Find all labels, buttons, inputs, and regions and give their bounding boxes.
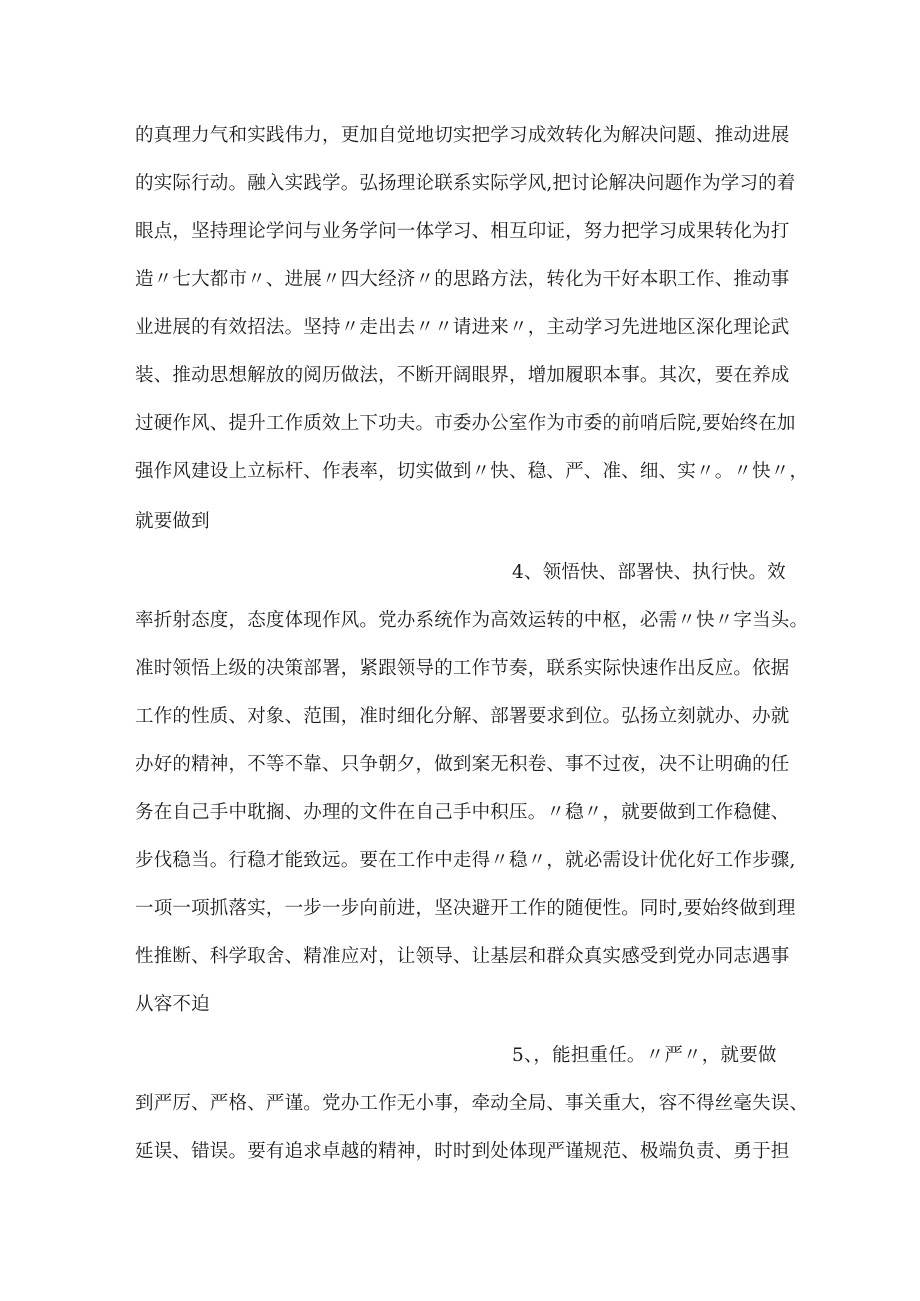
text-line: 工作的性质、对象、范围，准时细化分解、部署要求到位。弘扬立刻就办、办就	[135, 706, 790, 727]
text-line: 装、推动思想解放的阅历做法，不断开阔眼界，增加履职本事。其次，要在养成	[135, 365, 790, 386]
text-line: 从容不迫	[135, 994, 210, 1015]
text-line: 造〃七大都市〃、进展〃四大经济〃的思路方法，转化为干好本职工作、推动事	[135, 269, 790, 290]
text-line: 强作风建设上立标杆、作表率，切实做到〃快、稳、严、准、细、实〃。〃快〃，	[135, 461, 809, 482]
text-line: 到严厉、严格、严谨。党办工作无小事，牵动全局、事关重大，容不得丝毫失误、	[135, 1093, 809, 1114]
text-line: 步伐稳当。行稳才能致远。要在工作中走得〃稳〃，就必需设计优化好工作步骤,	[135, 850, 796, 871]
text-line: 准时领悟上级的决策部署，紧跟领导的工作节奏，联系实际快速作出反应。依据	[135, 658, 790, 679]
text-line: 延误、错误。要有追求卓越的精神，时时到处体现严谨规范、极端负责、勇于担	[135, 1141, 790, 1162]
text-line: 眼点，坚持理论学问与业务学问一体学习、相互印证，努力把学习成果转化为打	[135, 221, 790, 242]
section-heading-5: 5、，能担重任。〃严〃，就要做	[512, 1045, 777, 1066]
text-line: 过硬作风、提升工作质效上下功夫。市委办公室作为市委的前哨后院,要始终在加	[135, 413, 796, 434]
text-line: 的真理力气和实践伟力，更加自觉地切实把学习成效转化为解决问题、推动进展	[135, 125, 790, 146]
text-line: 就要做到	[135, 511, 210, 532]
text-line: 的实际行动。融入实践学。弘扬理论联系实际学风,把讨论解决问题作为学习的着	[135, 173, 796, 194]
text-line: 业进展的有效招法。坚持〃走出去〃〃请进来〃，主动学习先进地区深化理论武	[135, 317, 790, 338]
section-heading-4: 4、领悟快、部署快、执行快。效	[512, 562, 786, 583]
text-line: 一项一项抓落实，一步一步向前进，坚决避开工作的随便性。同时,要始终做到理	[135, 898, 796, 919]
text-line: 办好的精神，不等不靠、只争朝夕，做到案无积卷、事不过夜，决不让明确的任	[135, 754, 790, 775]
text-line: 率折射态度，态度体现作风。党办系统作为高效运转的中枢，必需〃快〃字当头。	[135, 610, 809, 631]
text-line: 性推断、科学取舍、精准应对，让领导、让基层和群众真实感受到党办同志遇事	[135, 946, 790, 967]
text-line: 务在自己手中耽搁、办理的文件在自己手中积压。〃稳〃，就要做到工作稳健、	[135, 802, 790, 823]
